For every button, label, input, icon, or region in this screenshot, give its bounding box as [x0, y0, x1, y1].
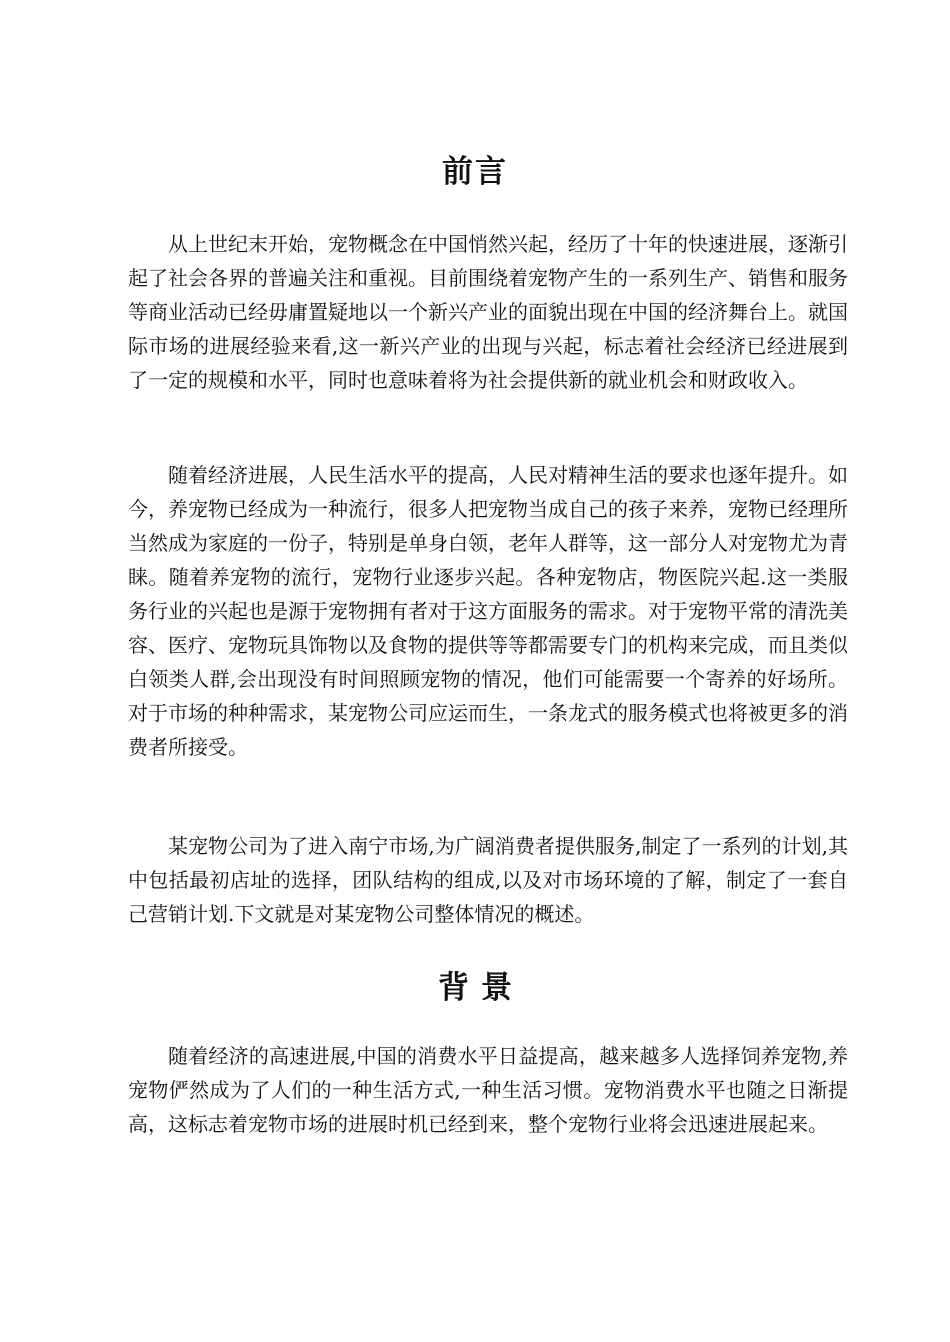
- section-heading-background: 背景: [438, 970, 524, 1006]
- preface-paragraph-1: 从上世纪末开始，宠物概念在中国悄然兴起，经历了十年的快速进展，逐渐引起了社会各界的普遍关注和重视。目前围绕着宠物产生的一系列生产、销售和服务等商业活动已经毋庸置疑地以一个新兴产业的面貌出现在中国的经济舞台上。就国际市场的进展经验来看,这一新兴产业的出现与兴起，标志着社会经济已经进展到了一定的规模和水平，同时也意味着将为社会提供新的就业机会和财政收入。: [128, 232, 848, 392]
- background-paragraph-1: 随着经济的高速进展,中国的消费水平日益提高，越来越多人选择饲养宠物,养宠物俨然成为了人们的一种生活方式,一种生活习惯。宠物消费水平也随之日渐提高，这标志着宠物市场的进展时机已经到来，整个宠物行业将会迅速进展起来。: [128, 1044, 848, 1136]
- section-heading-preface: 前言: [442, 154, 508, 190]
- preface-paragraph-3: 某宠物公司为了进入南宁市场,为广阔消费者提供服务,制定了一系列的计划,其中包括最初店址的选择，团队结构的组成,以及对市场环境的了解，制定了一套自己营销计划.下文就是对某宠物公司整体情况的概述。: [128, 834, 848, 926]
- preface-paragraph-2: 随着经济进展，人民生活水平的提高，人民对精神生活的要求也逐年提升。如今，养宠物已经成为一种流行，很多人把宠物当成自己的孩子来养，宠物已经理所当然成为家庭的一份子，特别是单身白领，老年人群等，这一部分人对宠物尤为青睐。随着养宠物的流行，宠物行业逐步兴起。各种宠物店，物医院兴起.这一类服务行业的兴起也是源于宠物拥有者对于这方面服务的需求。对于宠物平常的清洗美容、医疗、宠物玩具饰物以及食物的提供等等都需要专门的机构来完成，而且类似白领类人群,会出现没有时间照顾宠物的情况，他们可能需要一个寄养的好场所。对于市场的种种需求，某宠物公司应运而生，一条龙式的服务模式也将被更多的消费者所接受。: [128, 463, 848, 759]
